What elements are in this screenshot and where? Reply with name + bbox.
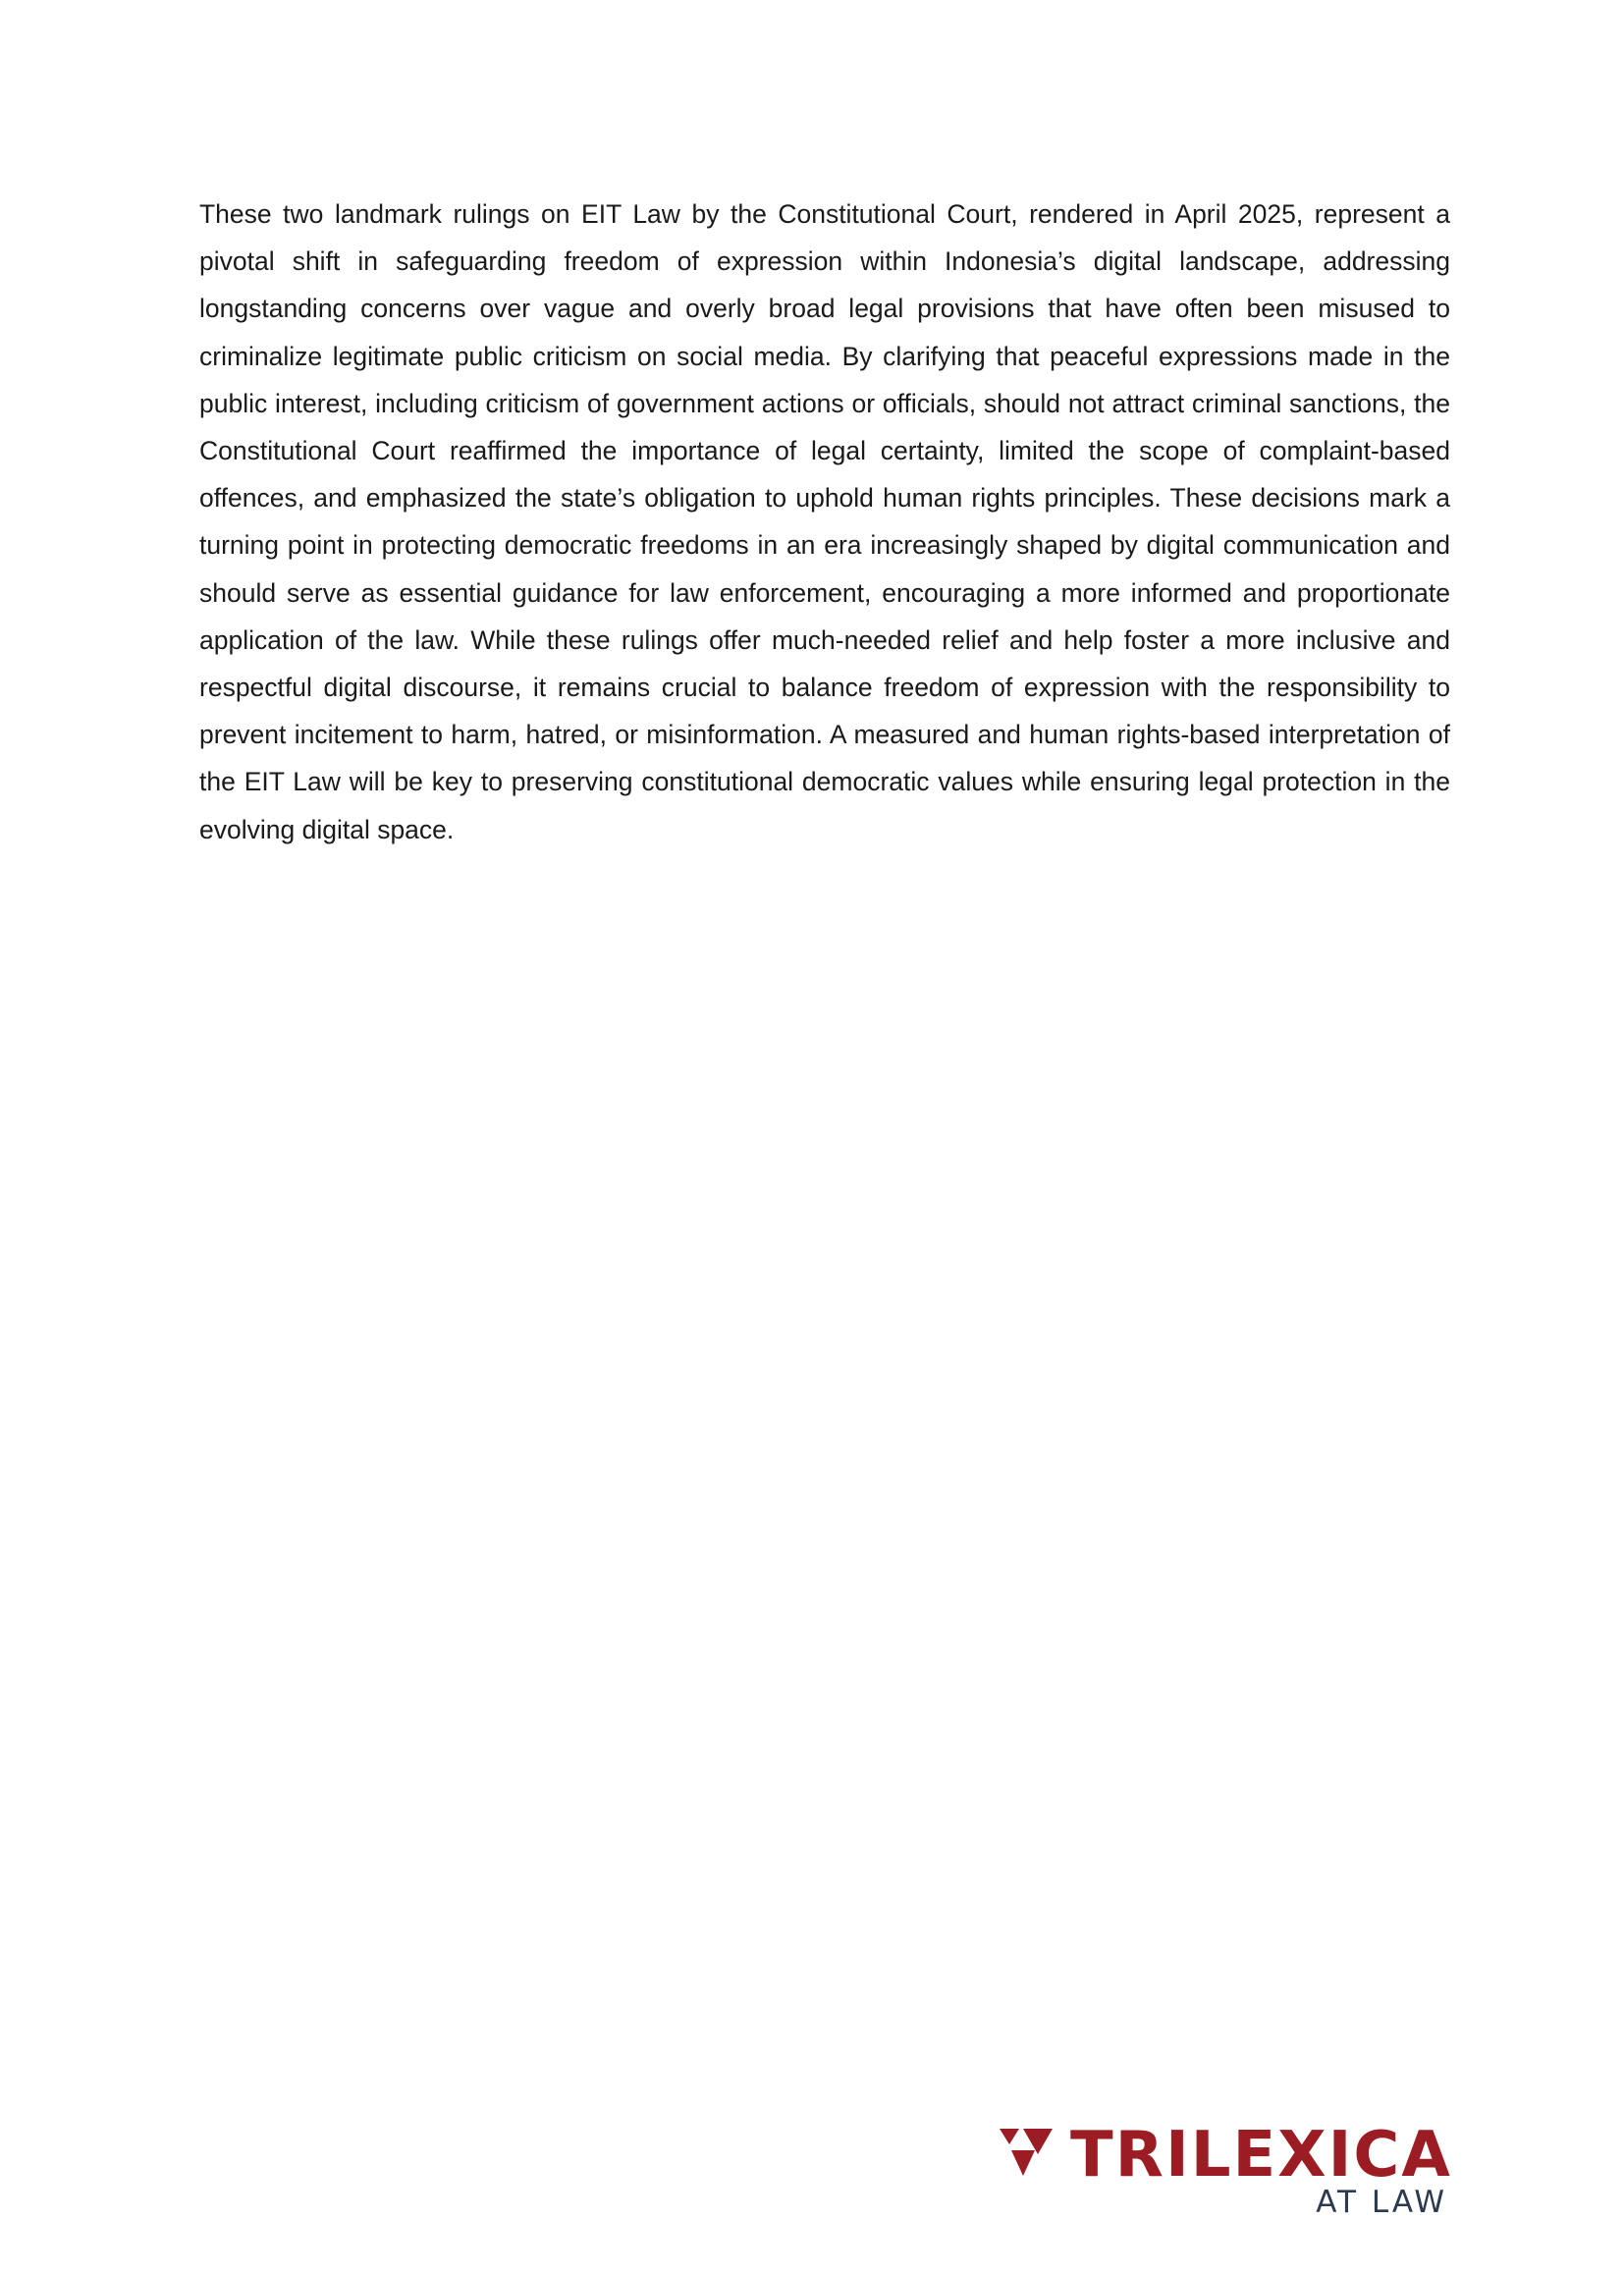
- trilexica-logo: [1000, 2121, 1451, 2219]
- logo-subtitle: AT LAW: [1316, 2185, 1447, 2220]
- body-paragraph: These two landmark rulings on EIT Law by the Constitutional Court, rendered in April 2025, represent a pivotal shift in safeguarding freedom of expression within Indonesia’s digital landscape, addressing longstanding concerns over vague and overly broad legal provisions that have often been misused to criminalize legitimate public criticism on social media. By clarifying that peaceful expressions made in the public interest, including criticism of government actions or officials, should not attract criminal sanctions, the Constitutional Court reaffirmed the importance of legal certainty, limited the scope of complaint-based offences, and emphasized the state’s obligation to uphold human rights principles. These decisions mark a turning point in protecting democratic freedoms in an era increasingly shaped by digital communication and should serve as essential guidance for law enforcement, encouraging a more informed and proportionate application of the law. While these rulings offer much-needed relief and help foster a more inclusive and respectful digital discourse, it remains crucial to balance freedom of expression with the responsibility to prevent incitement to harm, hatred, or misinformation. A measured and human rights-based interpretation of the EIT Law will be key to preserving constitutional democratic values while ensuring legal protection in the evolving digital space.: [199, 199, 1450, 844]
- triangle-mark-icon: [1000, 2129, 1053, 2178]
- logo-wordmark: TRILEXICA: [1070, 2119, 1452, 2192]
